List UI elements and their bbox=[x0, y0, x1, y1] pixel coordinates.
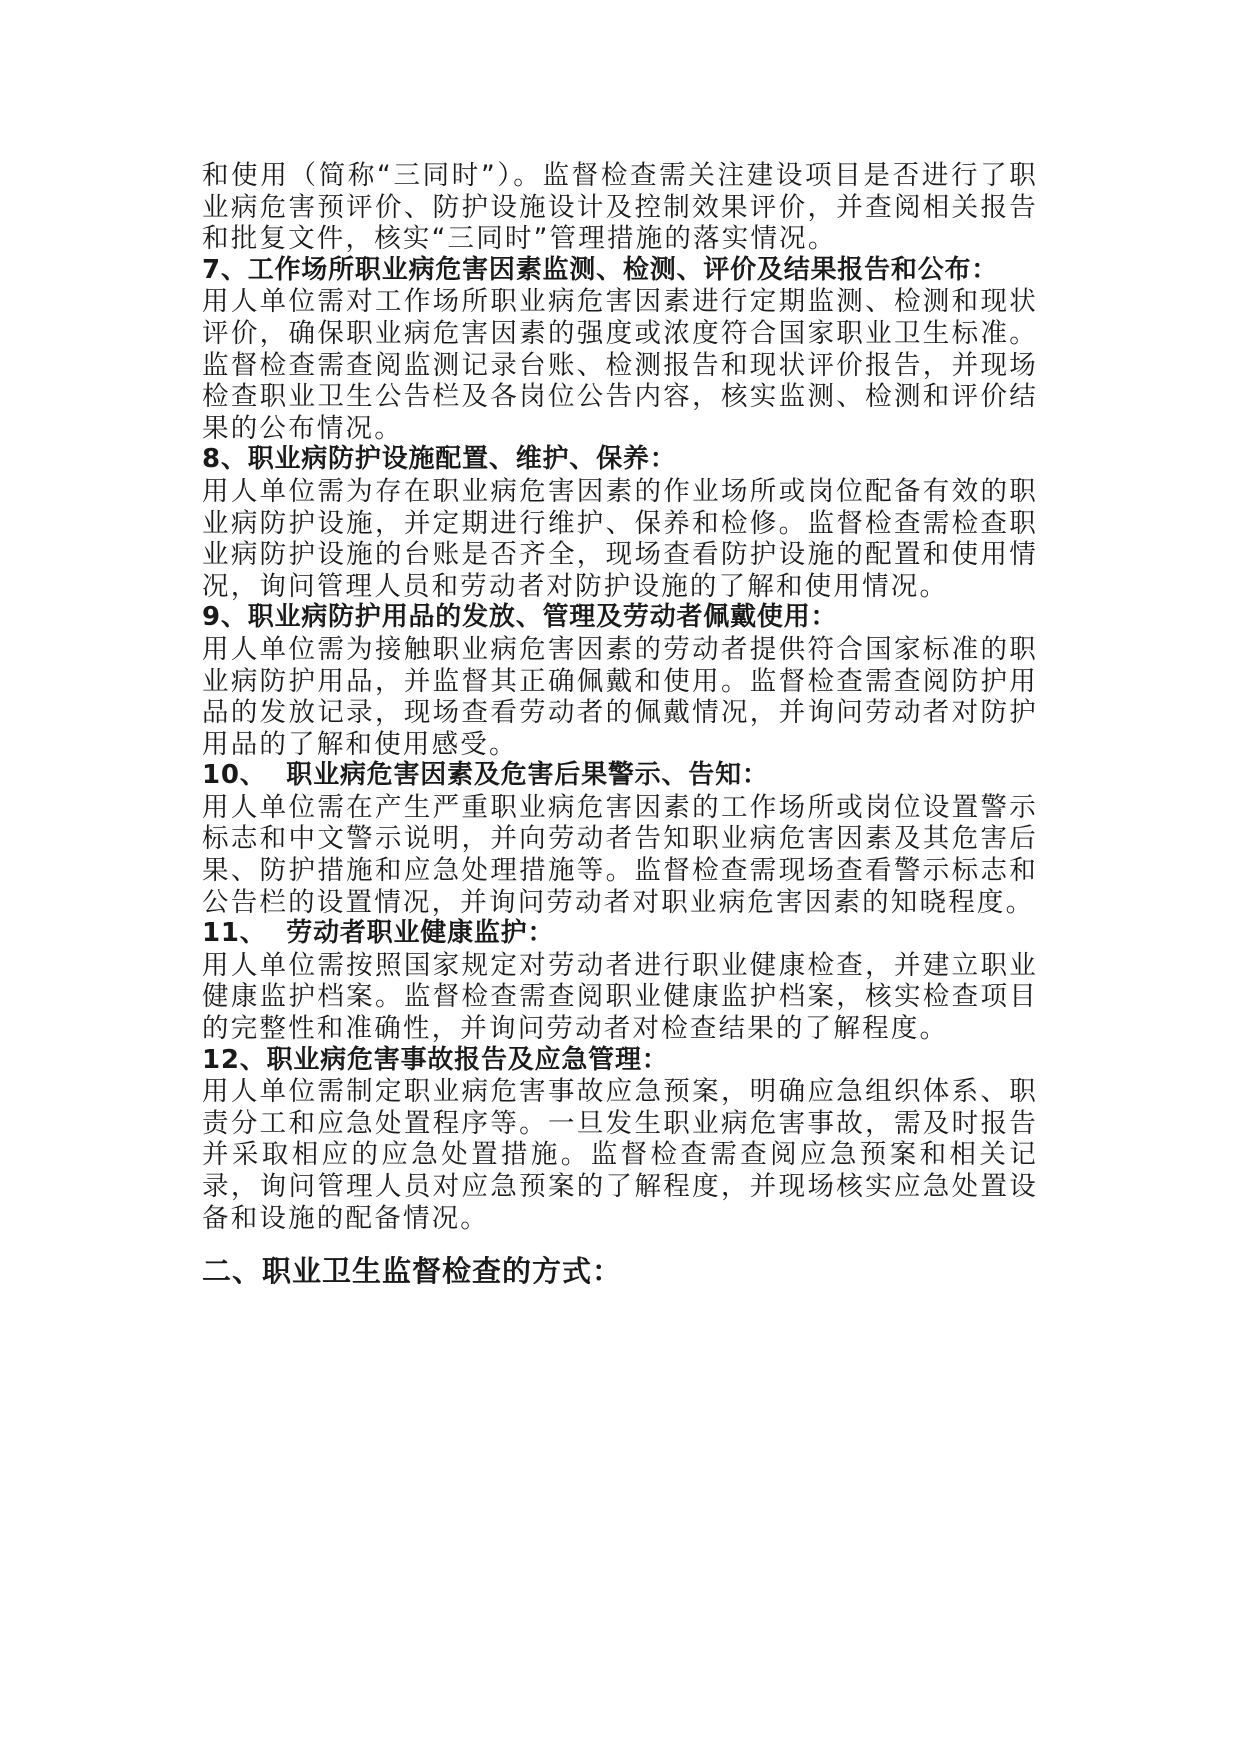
item-body: 用人单位需制定职业病危害事故应急预案，明确应急组织体系、职责分工和应急处置程序等。一旦发生职业病危害事故，需及时报告并采取相应的应急处置措施。监督检查需查阅应急预案和相关记录，询问管理人员对应急预案的了解程度，并现场核实应急处置设备和设施的配备情况。 bbox=[202, 1076, 1038, 1234]
item-heading: 12、职业病危害事故报告及应急管理： bbox=[202, 1044, 669, 1075]
section-title: 二、职业卫生监督检查的方式： bbox=[202, 1254, 623, 1289]
item-heading: 10、 职业病危害因素及危害后果警示、告知： bbox=[202, 760, 769, 791]
item-heading: 9、职业病防护用品的发放、管理及劳动者佩戴使用： bbox=[202, 602, 838, 633]
item-8 bbox=[202, 444, 1038, 602]
item-body: 用人单位需按照国家规定对劳动者进行职业健康检查，并建立职业健康监护档案。监督检查需查阅职业健康监护档案，核实检查项目的完整性和准确性，并询问劳动者对检查结果的了解程度。 bbox=[202, 949, 1038, 1045]
item-heading: 7、工作场所职业病危害因素监测、检测、评价及结果报告和公布： bbox=[202, 254, 999, 285]
intro-paragraph: 和使用（简称“三同时”）。监督检查需关注建设项目是否进行了职业病危害预评价、防护设施设计及控制效果评价，并查阅相关报告和批复文件，核实“三同时”管理措施的落实情况。 bbox=[202, 160, 1038, 255]
item-12 bbox=[202, 1045, 1038, 1235]
item-9 bbox=[202, 602, 1038, 760]
item-7 bbox=[202, 255, 1038, 445]
item-body: 用人单位需为存在职业病危害因素的作业场所或岗位配备有效的职业病防护设施，并定期进行维护、保养和检修。监督检查需检查职业病防护设施的台账是否齐全，现场查看防护设施的配置和使用情况，询问管理人员和劳动者对防护设施的了解和使用情况。 bbox=[202, 475, 1038, 602]
item-body: 用人单位需对工作场所职业病危害因素进行定期监测、检测和现状评价，确保职业病危害因素的强度或浓度符合国家职业卫生标准。监督检查需查阅监测记录台账、检测报告和现状评价报告，并现场检查职业卫生公告栏及各岗位公告内容，核实监测、检测和评价结果的公布情况。 bbox=[202, 286, 1038, 444]
item-heading: 8、职业病防护设施配置、维护、保养： bbox=[202, 444, 677, 475]
item-11 bbox=[202, 918, 1038, 1044]
item-heading: 11、 劳动者职业健康监护： bbox=[202, 918, 555, 949]
item-body: 用人单位需为接触职业病危害因素的劳动者提供符合国家标准的职业病防护用品，并监督其正确佩戴和使用。监督检查需查阅防护用品的发放记录，现场查看劳动者的佩戴情况，并询问劳动者对防护用品的了解和使用感受。 bbox=[202, 633, 1038, 760]
item-body: 用人单位需在产生严重职业病危害因素的工作场所或岗位设置警示标志和中文警示说明，并向劳动者告知职业病危害因素及其危害后果、防护措施和应急处理措施等。监督检查需现场查看警示标志和公告栏的设置情况，并询问劳动者对职业病危害因素的知晓程度。 bbox=[202, 791, 1038, 918]
item-10 bbox=[202, 760, 1038, 918]
document-page bbox=[202, 160, 1038, 1291]
